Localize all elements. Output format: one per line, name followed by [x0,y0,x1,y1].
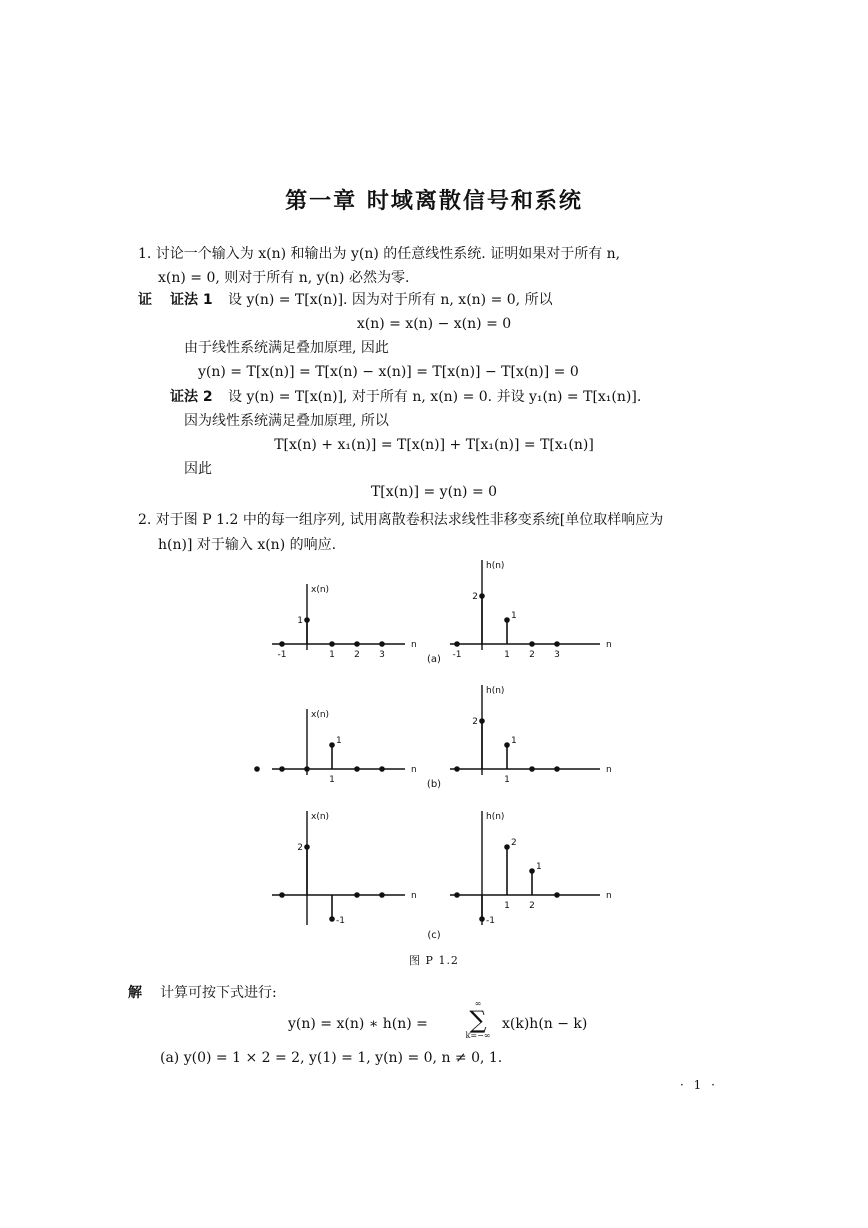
sample-dot [279,641,285,647]
tick-label: 1 [504,775,510,785]
sample-dot [554,892,560,898]
value-label: -1 [486,916,495,926]
tick-label: 2 [354,650,360,660]
problem-1-line-2: x(n) = 0, 则对于所有 n, y(n) 必然为零. [158,270,410,286]
summation-symbol [456,1000,500,1040]
sample-dot [329,641,335,647]
axis-label-n: n [606,765,612,775]
summation-upper-limit: ∞ [474,999,482,1008]
value-label: 1 [511,611,517,621]
equation-3: T[x(n) + x₁(n)] = T[x(n)] + T[x₁(n)] = T[x₁(n)] [274,437,594,453]
sample-dot [479,916,485,922]
axis-label-n: n [606,891,612,901]
sample-dot [479,718,485,724]
axis-label-n: n [411,765,417,775]
axis-label-x: x(n) [311,585,330,595]
panel-label: (a) [427,654,441,665]
tick-label: 3 [379,650,385,660]
sample-dot [354,641,360,647]
proof-method-1-text: 设 y(n) = T[x(n)]. 因为对于所有 n, x(n) = 0, 所以 [228,292,553,308]
sample-dot [529,766,535,772]
value-label: 1 [536,862,542,872]
sample-dot [554,766,560,772]
axis-label-n: n [411,640,417,650]
proof-method-2-label: 证法 2 [170,389,213,405]
sample-dot [279,766,285,772]
sample-dot [454,766,460,772]
equation-2: y(n) = T[x(n)] = T[x(n) − x(n)] = T[x(n)] − T[x(n)] = 0 [198,364,579,380]
sample-dot [304,766,310,772]
tick-label: 1 [504,901,510,911]
tick-label: -1 [452,650,462,660]
sample-dot [504,742,510,748]
sample-dot [379,766,385,772]
axis-label-n: n [606,640,612,650]
convolution-rhs: x(k)h(n − k) [502,1016,588,1032]
solution-mark: 解 [128,985,142,1001]
therefore-label: 因此 [184,461,212,477]
tick-label: 1 [329,775,335,785]
sample-dot [254,766,260,772]
equation-1: x(n) = x(n) − x(n) = 0 [356,316,512,332]
sample-dot [354,892,360,898]
page-number: · 1 · [680,1078,718,1092]
figure-p1-2 [0,555,868,955]
problem-2-line-1: 2. 对于图 P 1.2 中的每一组序列, 试用离散卷积法求线性非移变系统[单位取样响应为 [138,512,664,528]
sample-dot [279,892,285,898]
value-label: 2 [472,717,478,727]
axis-label-x: x(n) [311,710,330,720]
solution-intro: 计算可按下式进行: [160,985,277,1001]
figure-caption: 图 P 1.2 [409,954,459,967]
sample-dot [329,916,335,922]
sample-dot [504,617,510,623]
axis-label-h: h(n) [486,561,505,571]
proof-method-2-text: 设 y(n) = T[x(n)], 对于所有 n, x(n) = 0. 并设 y₁(n) = T[x₁(n)]. [228,389,642,405]
panel-label: (c) [427,930,441,941]
tick-label: 2 [529,650,535,660]
sample-dot [529,641,535,647]
sample-dot [379,892,385,898]
sample-dot [379,641,385,647]
superposition-note-2: 因为线性系统满足叠加原理, 所以 [184,413,389,429]
proof-mark: 证 [138,292,152,308]
value-label: 1 [511,736,517,746]
sigma-sign: ∑ [469,1006,487,1034]
value-label: 1 [336,736,342,746]
tick-label: 1 [504,650,510,660]
proof-method-1-label: 证法 1 [170,292,213,308]
problem-2-line-2: h(n)] 对于输入 x(n) 的响应. [158,537,337,553]
sample-dot [304,844,310,850]
axis-label-h: h(n) [486,686,505,696]
sample-dot [529,868,535,874]
panel-label: (b) [426,779,442,790]
equation-4: T[x(n)] = y(n) = 0 [370,484,498,500]
axis-label-n: n [411,891,417,901]
tick-label: -1 [277,650,287,660]
axis-label-h: h(n) [486,812,505,822]
value-label: 2 [472,592,478,602]
sample-dot [354,766,360,772]
sample-dot [554,641,560,647]
sample-dot [479,593,485,599]
summation-lower-limit: k=−∞ [465,1031,491,1040]
axis-label-x: x(n) [311,812,330,822]
chapter-title: 第一章 时域离散信号和系统 [285,189,583,214]
superposition-note-1: 由于线性系统满足叠加原理, 因此 [184,340,389,356]
tick-label: 3 [554,650,560,660]
sample-dot [504,844,510,850]
value-label: 2 [511,838,517,848]
tick-label: 1 [329,650,335,660]
sample-dot [454,892,460,898]
convolution-lhs: y(n) = x(n) ∗ h(n) = [288,1016,428,1032]
sample-dot [454,641,460,647]
problem-1-line-1: 1. 讨论一个输入为 x(n) 和输出为 y(n) 的任意线性系统. 证明如果对于所有 n, [138,246,621,262]
sample-dot [329,742,335,748]
value-label: 1 [297,616,303,626]
value-label: -1 [336,916,345,926]
sample-dot [304,617,310,623]
tick-label: 2 [529,901,535,911]
value-label: 2 [297,843,303,853]
solution-part-a: (a) y(0) = 1 × 2 = 2, y(1) = 1, y(n) = 0, n ≠ 0, 1. [160,1050,503,1066]
